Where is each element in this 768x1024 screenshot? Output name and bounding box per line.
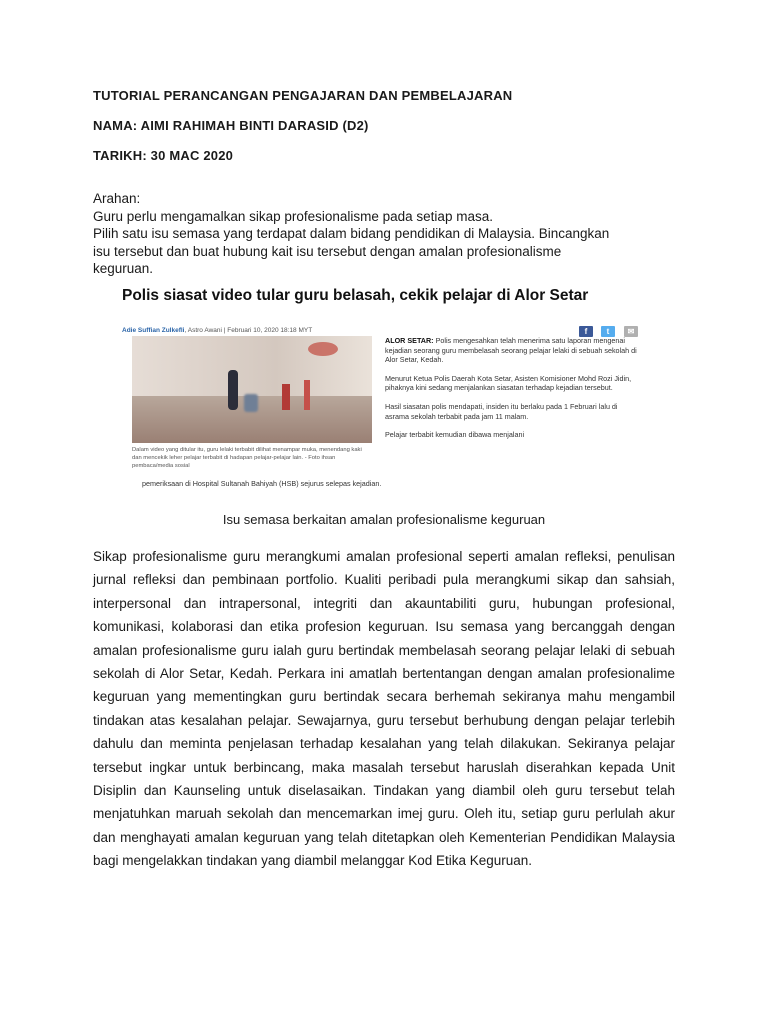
- instructions: [93, 190, 683, 278]
- photo-figure: [228, 370, 238, 410]
- instructions-line: Pilih satu isu semasa yang terdapat dalam bidang pendidikan di Malaysia. Bincangkan: [93, 226, 610, 241]
- news-byline: [122, 327, 312, 334]
- photo-figure: [282, 384, 290, 410]
- news-paragraph: Hasil siasatan polis mendapati, insiden itu berlaku pada 1 Februari lalu di asrama sekolah terbabit pada jam 11 malam.: [385, 401, 618, 421]
- essay-paragraph: Sikap profesionalisme guru merangkumi amalan profesional seperti amalan refleksi, penulisan jurnal refleksi dan pembinaan portfolio. Kualiti peribadi pula merangkumi sikap dan sahsiah, interpersonal dan intrapersonal, integriti dan akauntabiliti guru, hubungan profesional, komunikasi, kolaborasi dan etika profesion keguruan. Isu semasa yang bercanggah dengan amalan profesionalisme guru ialah guru bertindak membelasah seorang pelajar lelaki di sebuah sekolah di Alor Setar, Kedah. Perkara ini amatlah bertentangan dengan amalan profesionalime keguruan yang mementingkan guru bertindak secara berhemah sekiranya mahu mengambil tindakan atas kesalahan pelajar. Sewajarnya, guru tersebut berhubung dengan pelajar terlebih dahulu dan meminta penjelasan terhadap kesalahan yang telah dilakukan. Sekiranya pelajar tersebut ingkar untuk berbincang, maka masalah tersebut haruslah diserahkan kepada Unit Disiplin dan Kaunseling untuk diselasaikan. Tindakan yang diambil oleh guru tersebut telah menjatuhkan maruah sekolah dan mencemarkan imej guru. Oleh itu, setiap guru perlulah akur dan menghayati amalan keguruan yang telah ditetapkan oleh Kementerian Pendidikan Malaysia bagi mengelakkan tindakan yang diambil melanggar Kod Etika Keguruan.: [93, 549, 675, 869]
- news-paragraph-continued: pemeriksaan di Hospital Sultanah Bahiyah (HSB) sejurus selepas kejadian.: [142, 479, 382, 488]
- figure-caption: Isu semasa berkaitan amalan profesionalisme keguruan: [222, 512, 546, 527]
- news-source: , Astro Awani |: [184, 327, 228, 334]
- document-title: TUTORIAL PERANCANGAN PENGAJARAN DAN PEMBELAJARAN: [93, 88, 513, 103]
- twitter-icon: t: [601, 326, 615, 337]
- instructions-heading: Arahan:: [93, 191, 141, 206]
- photo-figure: [304, 380, 310, 410]
- instructions-line: isu tersebut dan buat hubung kait isu tersebut dengan amalan profesionalisme: [93, 243, 562, 259]
- photo-figure-blurred: [244, 394, 258, 412]
- student-name: NAMA: AIMI RAHIMAH BINTI DARASID (D2): [93, 118, 369, 133]
- news-headline: Polis siasat video tular guru belasah, cekik pelajar di Alor Setar: [122, 287, 589, 304]
- instructions-line: Guru perlu mengamalkan sikap profesionalisme pada setiap masa.: [93, 208, 493, 224]
- news-article-image: [118, 284, 644, 489]
- facebook-icon: f: [579, 326, 593, 337]
- news-dateline: ALOR SETAR:: [385, 336, 434, 345]
- photo-caption: Dalam video yang ditular itu, guru lelaki terbabit dilihat menampar muka, menendang kaki dan mencekik leher pelajar terbabit di hadapan pelajar-pelajar lain. - Foto ihsan pembaca/media sosial: [132, 447, 362, 469]
- news-author: Adie Suffian Zulkefli: [122, 327, 185, 334]
- instructions-line: keguruan.: [93, 261, 154, 276]
- news-paragraph: ALOR SETAR: Polis mengesahkan telah menerima satu laporan mengenai kejadian seorang guru membelasah seorang pelajar lelaki di sebuah sekolah di Alor Setar, Kedah.: [385, 336, 637, 365]
- news-body: [385, 336, 637, 449]
- news-photo: [132, 336, 372, 443]
- news-paragraph: Menurut Ketua Polis Daerah Kota Setar, Asisten Komisioner Mohd Rozi Jidin, pihaknya kini sedang menjalankan siasatan terhadap kejadian tersebut.: [385, 373, 632, 393]
- news-paragraph: Pelajar terbabit kemudian dibawa menjalani: [385, 430, 525, 440]
- news-timestamp: Februari 10, 2020 18:18 MYT: [227, 327, 313, 334]
- photo-lamp: [308, 342, 338, 356]
- email-icon: ✉: [624, 326, 638, 337]
- document-date: TARIKH: 30 MAC 2020: [93, 148, 234, 163]
